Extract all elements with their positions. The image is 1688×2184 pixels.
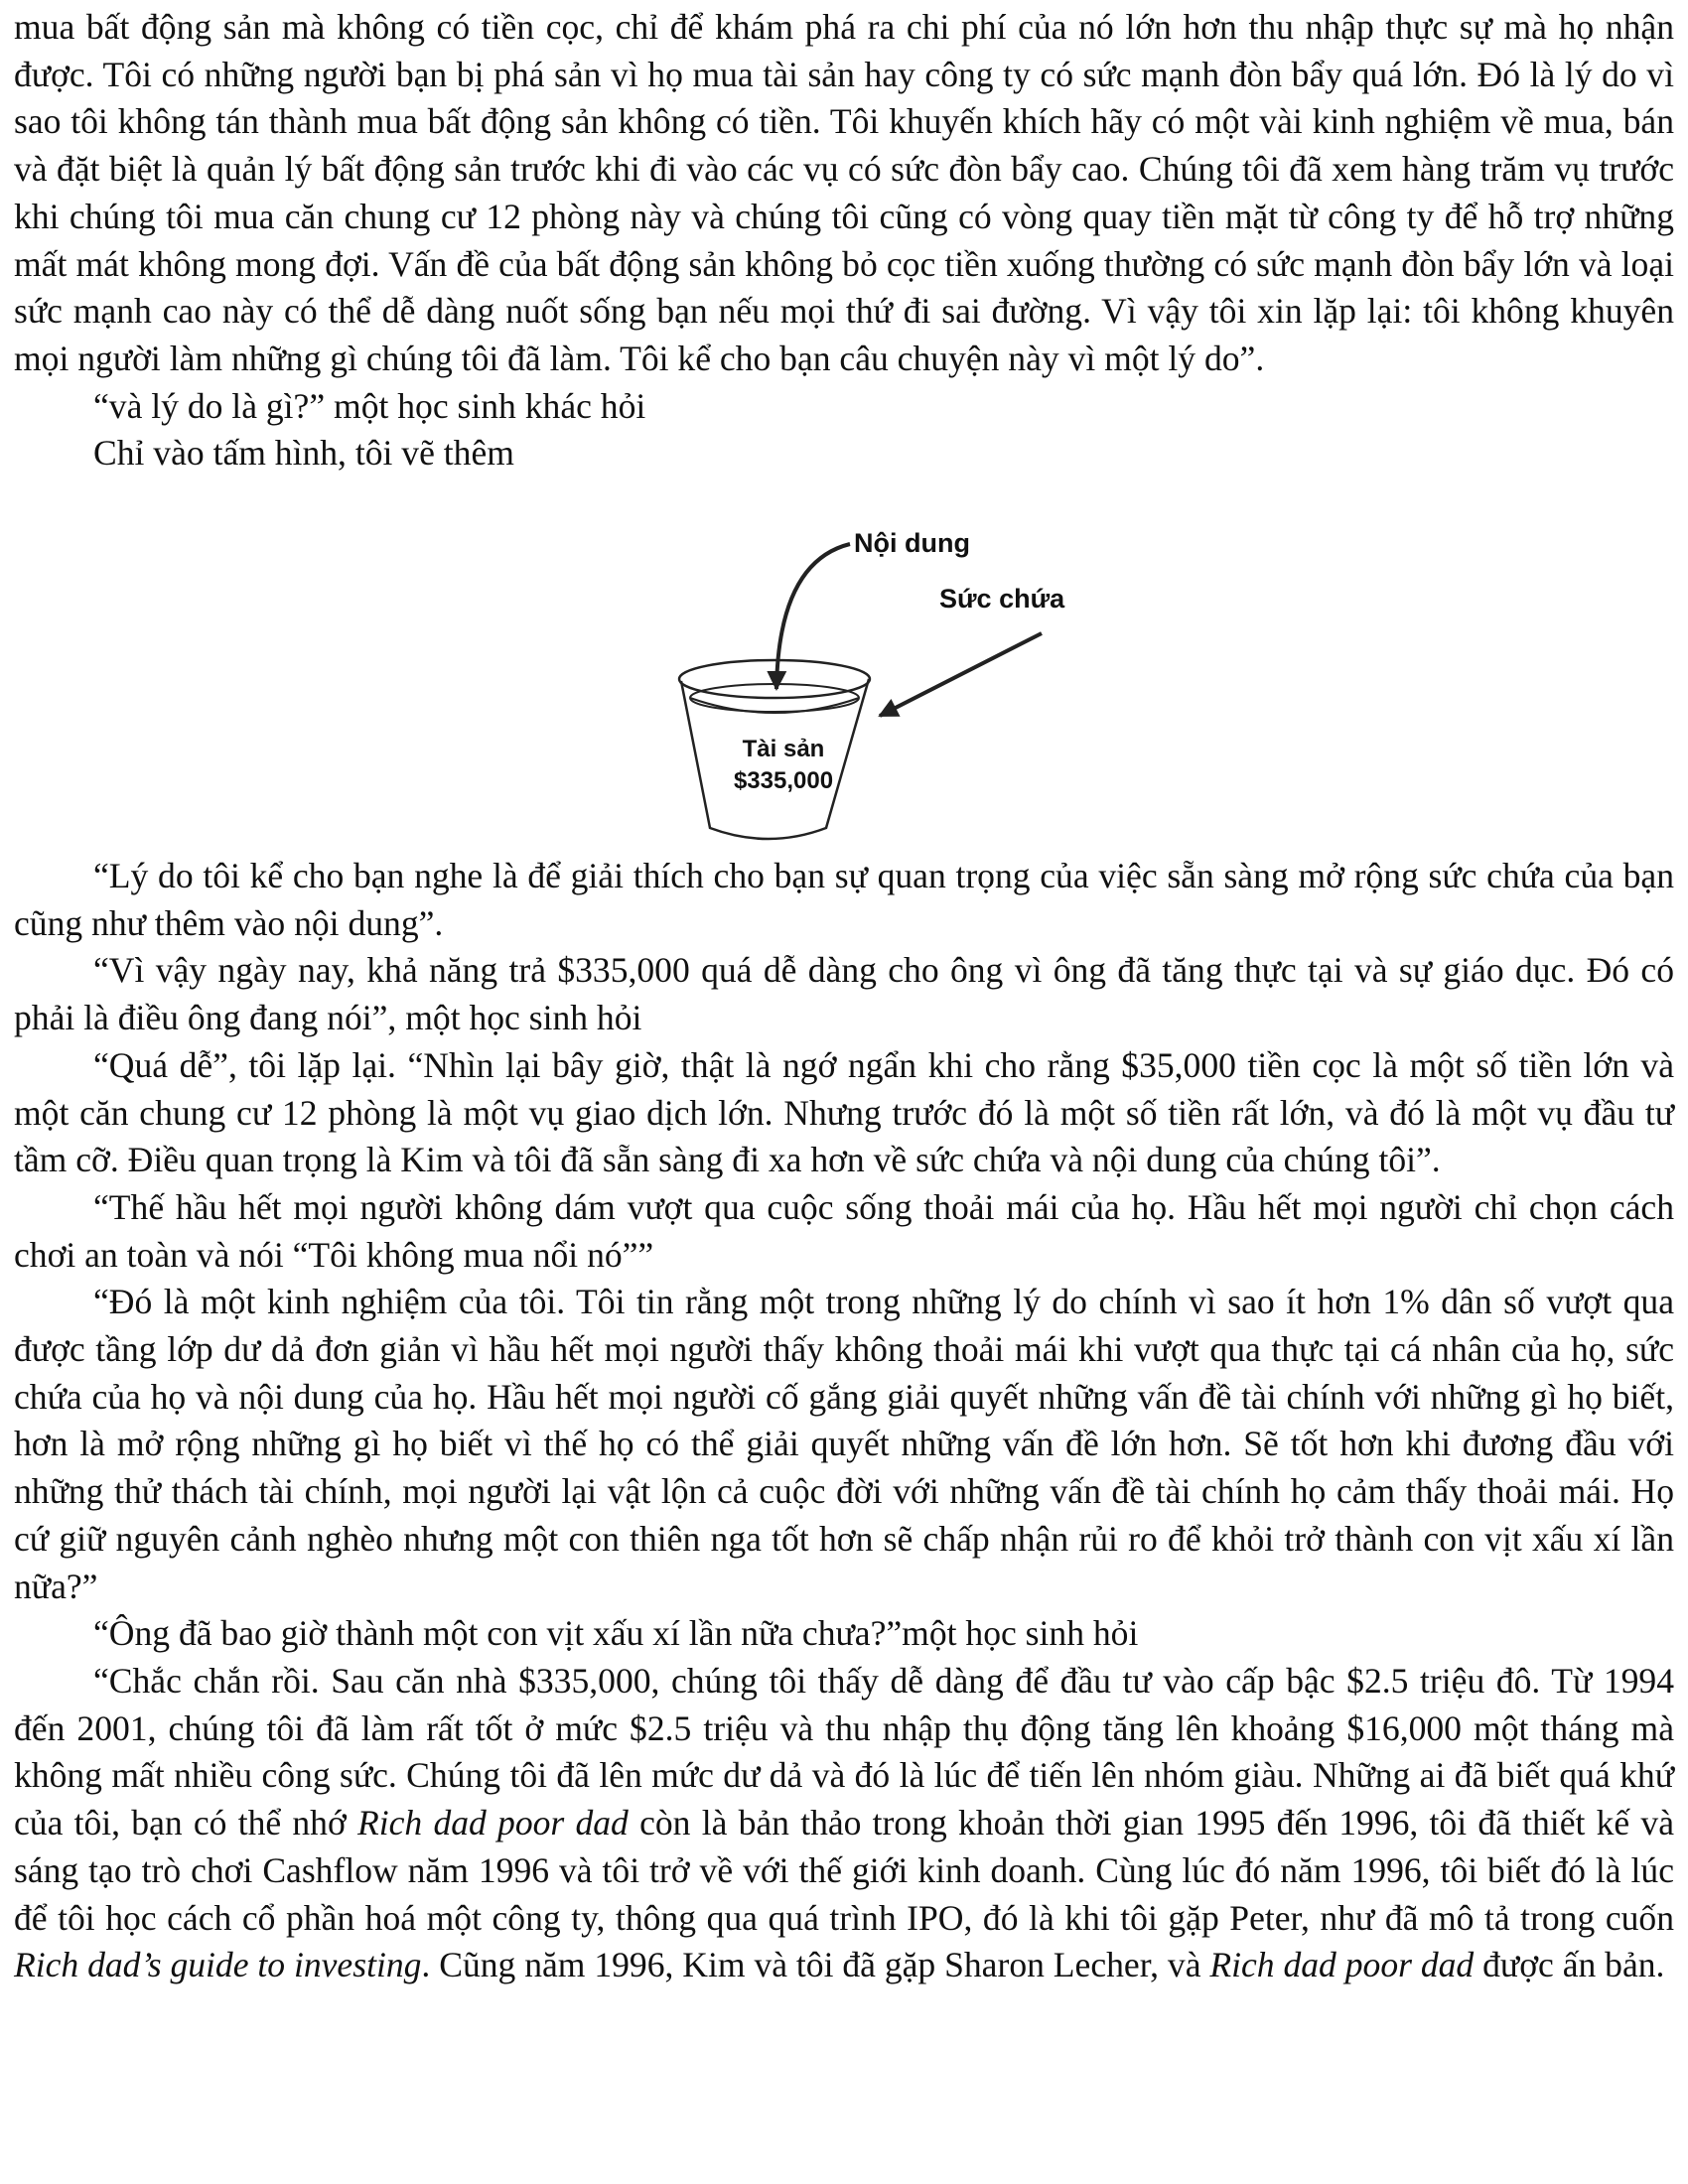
content-arrow [776, 544, 850, 689]
label-content: Nội dung [854, 528, 970, 559]
paragraph-6: “Quá dễ”, tôi lặp lại. “Nhìn lại bây giờ, thật là ngớ ngẩn khi cho rằng $35,000 tiền cọc là một số tiền lớn và một căn chung cư 12 phòng là một vụ giao dịch lớn. Nhưng trước đó là một số tiền rất lớn, và đó là một vụ đầu tư tầm cỡ. Điều quan trọng là Kim và tôi đã sẵn sàng đi xa hơn về sức chứa và nội dung của chúng tôi”. [14, 1044, 1674, 1180]
label-amount: $335,000 [733, 767, 834, 795]
paragraph-10 [14, 1658, 1674, 1989]
paragraph-8: “Đó là một kinh nghiệm của tôi. Tôi tin rằng một trong những lý do chính vì sao ít hơn 1% dân số vượt qua được tầng lớp dư dả đơn giản vì hầu hết mọi người thấy không thoải mái khi vượt qua thực tại cá nhân của họ, sức chứa của họ và nội dung của họ. Hầu hết mọi người cố gắng giải quyết những vấn đề tài chính với những gì họ biết, hơn là mở rộng những gì họ biết vì thế họ có thể giải quyết những vấn đề lớn hơn. Sẽ tốt hơn khi đương đầu với những thử thách tài chính, mọi người lại vật lộn cả cuộc đời với những vấn đề tài chính họ cảm thấy thoải mái. Họ cứ giữ nguyên cảnh nghèo nhưng một con thiên nga tốt hơn sẽ chấp nhận rủi ro để khỏi trở thành con vịt xấu xí lần nữa?” [14, 1282, 1674, 1606]
paragraph-10-part-2: còn là bản thảo trong khoản thời gian 1995 đến 1996, tôi đã thiết kế và sáng tạo trò chơi Cashflow năm 1996 và tôi trở về với thế giới kinh doanh. Cùng lúc đó năm 1996, tôi biết đó là lúc để tôi học cách cổ phần hoá một công ty, thông qua quá trình IPO, đó là khi tôi gặp Peter, như đã mô tả trong cuốn [14, 1803, 1674, 1938]
book-page [14, 4, 1674, 1989]
paragraph-7: “Thế hầu hết mọi người không dám vượt qua cuộc sống thoải mái của họ. Hầu hết mọi người chỉ chọn cách chơi an toàn và nói “Tôi không mua nổi nó”” [14, 1186, 1674, 1275]
label-capacity: Sức chứa [939, 584, 1065, 614]
book-title-guide-to-investing: Rich dad’s guide to investing [14, 1945, 422, 1985]
content-level [690, 698, 859, 713]
bucket-rim-outer [679, 660, 870, 698]
paragraph-10-part-4: được ấn bản. [1474, 1945, 1665, 1985]
paragraph-4: “Lý do tôi kể cho bạn nghe là để giải thích cho bạn sự quan trọng của việc sẵn sàng mở rộng sức chứa của bạn cũng như thêm vào nội dung”. [14, 856, 1674, 943]
label-asset: Tài sản [742, 736, 825, 763]
paragraph-5: “Vì vậy ngày nay, khả năng trả $335,000 quá dễ dàng cho ông vì ông đã tăng thực tại và sự giáo dục. Đó có phải là điều ông đang nói”, một học sinh hỏi [14, 950, 1674, 1038]
paragraph-10-part-1: “Chắc chắn rồi. Sau căn nhà $335,000, chúng tôi thấy dễ dàng để đầu tư vào cấp bậc $2.5 triệu đô. Từ 1994 đến 2001, chúng tôi đã làm rất tốt ở mức $2.5 triệu và thu nhập thụ động tăng lên khoảng $16,000 một tháng mà không mất nhiều công sức. Chúng tôi đã lên mức dư dả và đó là lúc để tiến lên nhóm giàu. Những ai đã biết quá khứ của tôi, bạn có thể nhớ [14, 1660, 1674, 1843]
paragraph-1: mua bất động sản mà không có tiền cọc, chỉ để khám phá ra chi phí của nó lớn hơn thu nhập thực sự mà họ nhận được. Tôi có những người bạn bị phá sản vì họ mua tài sản hay công ty có sức mạnh đòn bẩy quá lớn. Đó là lý do vì sao tôi không tán thành mua bất động sản không có tiền. Tôi khuyến khích hãy có một vài kinh nghiệm về mua, bán và đặt biệt là quản lý bất động sản trước khi đi vào các vụ có sức đòn bẩy cao. Chúng tôi đã xem hàng trăm vụ trước khi chúng tôi mua căn chung cư 12 phòng này và chúng tôi cũng có vòng quay tiền mặt từ công ty để hỗ trợ những mất mát không mong đợi. Vấn đề của bất động sản không bỏ cọc tiền xuống thường có sức mạnh đòn bẩy lớn và loại sức mạnh cao này có thể dễ dàng nuốt sống bạn nếu mọi thứ đi sai đường. Vì vậy tôi xin lặp lại: tôi không khuyên mọi người làm những gì chúng tôi đã làm. Tôi kể cho bạn câu chuyện này vì một lý do”. [14, 7, 1674, 378]
paragraph-3: Chỉ vào tấm hình, tôi vẽ thêm [93, 433, 514, 474]
book-title-rich-dad-poor-dad-2: Rich dad poor dad [1209, 1945, 1475, 1985]
book-title-rich-dad-poor-dad: Rich dad poor dad [357, 1803, 629, 1843]
bucket-figure [14, 478, 1674, 853]
bucket-illustration [14, 478, 1674, 853]
paragraph-9: “Ông đã bao giờ thành một con vịt xấu xí lần nữa chưa?”một học sinh hỏi [93, 1613, 1139, 1654]
capacity-arrow [880, 633, 1042, 716]
paragraph-2: “và lý do là gì?” một học sinh khác hỏi [93, 385, 646, 426]
paragraph-10-part-3: . Cũng năm 1996, Kim và tôi đã gặp Sharon Lecher, và [421, 1945, 1210, 1985]
